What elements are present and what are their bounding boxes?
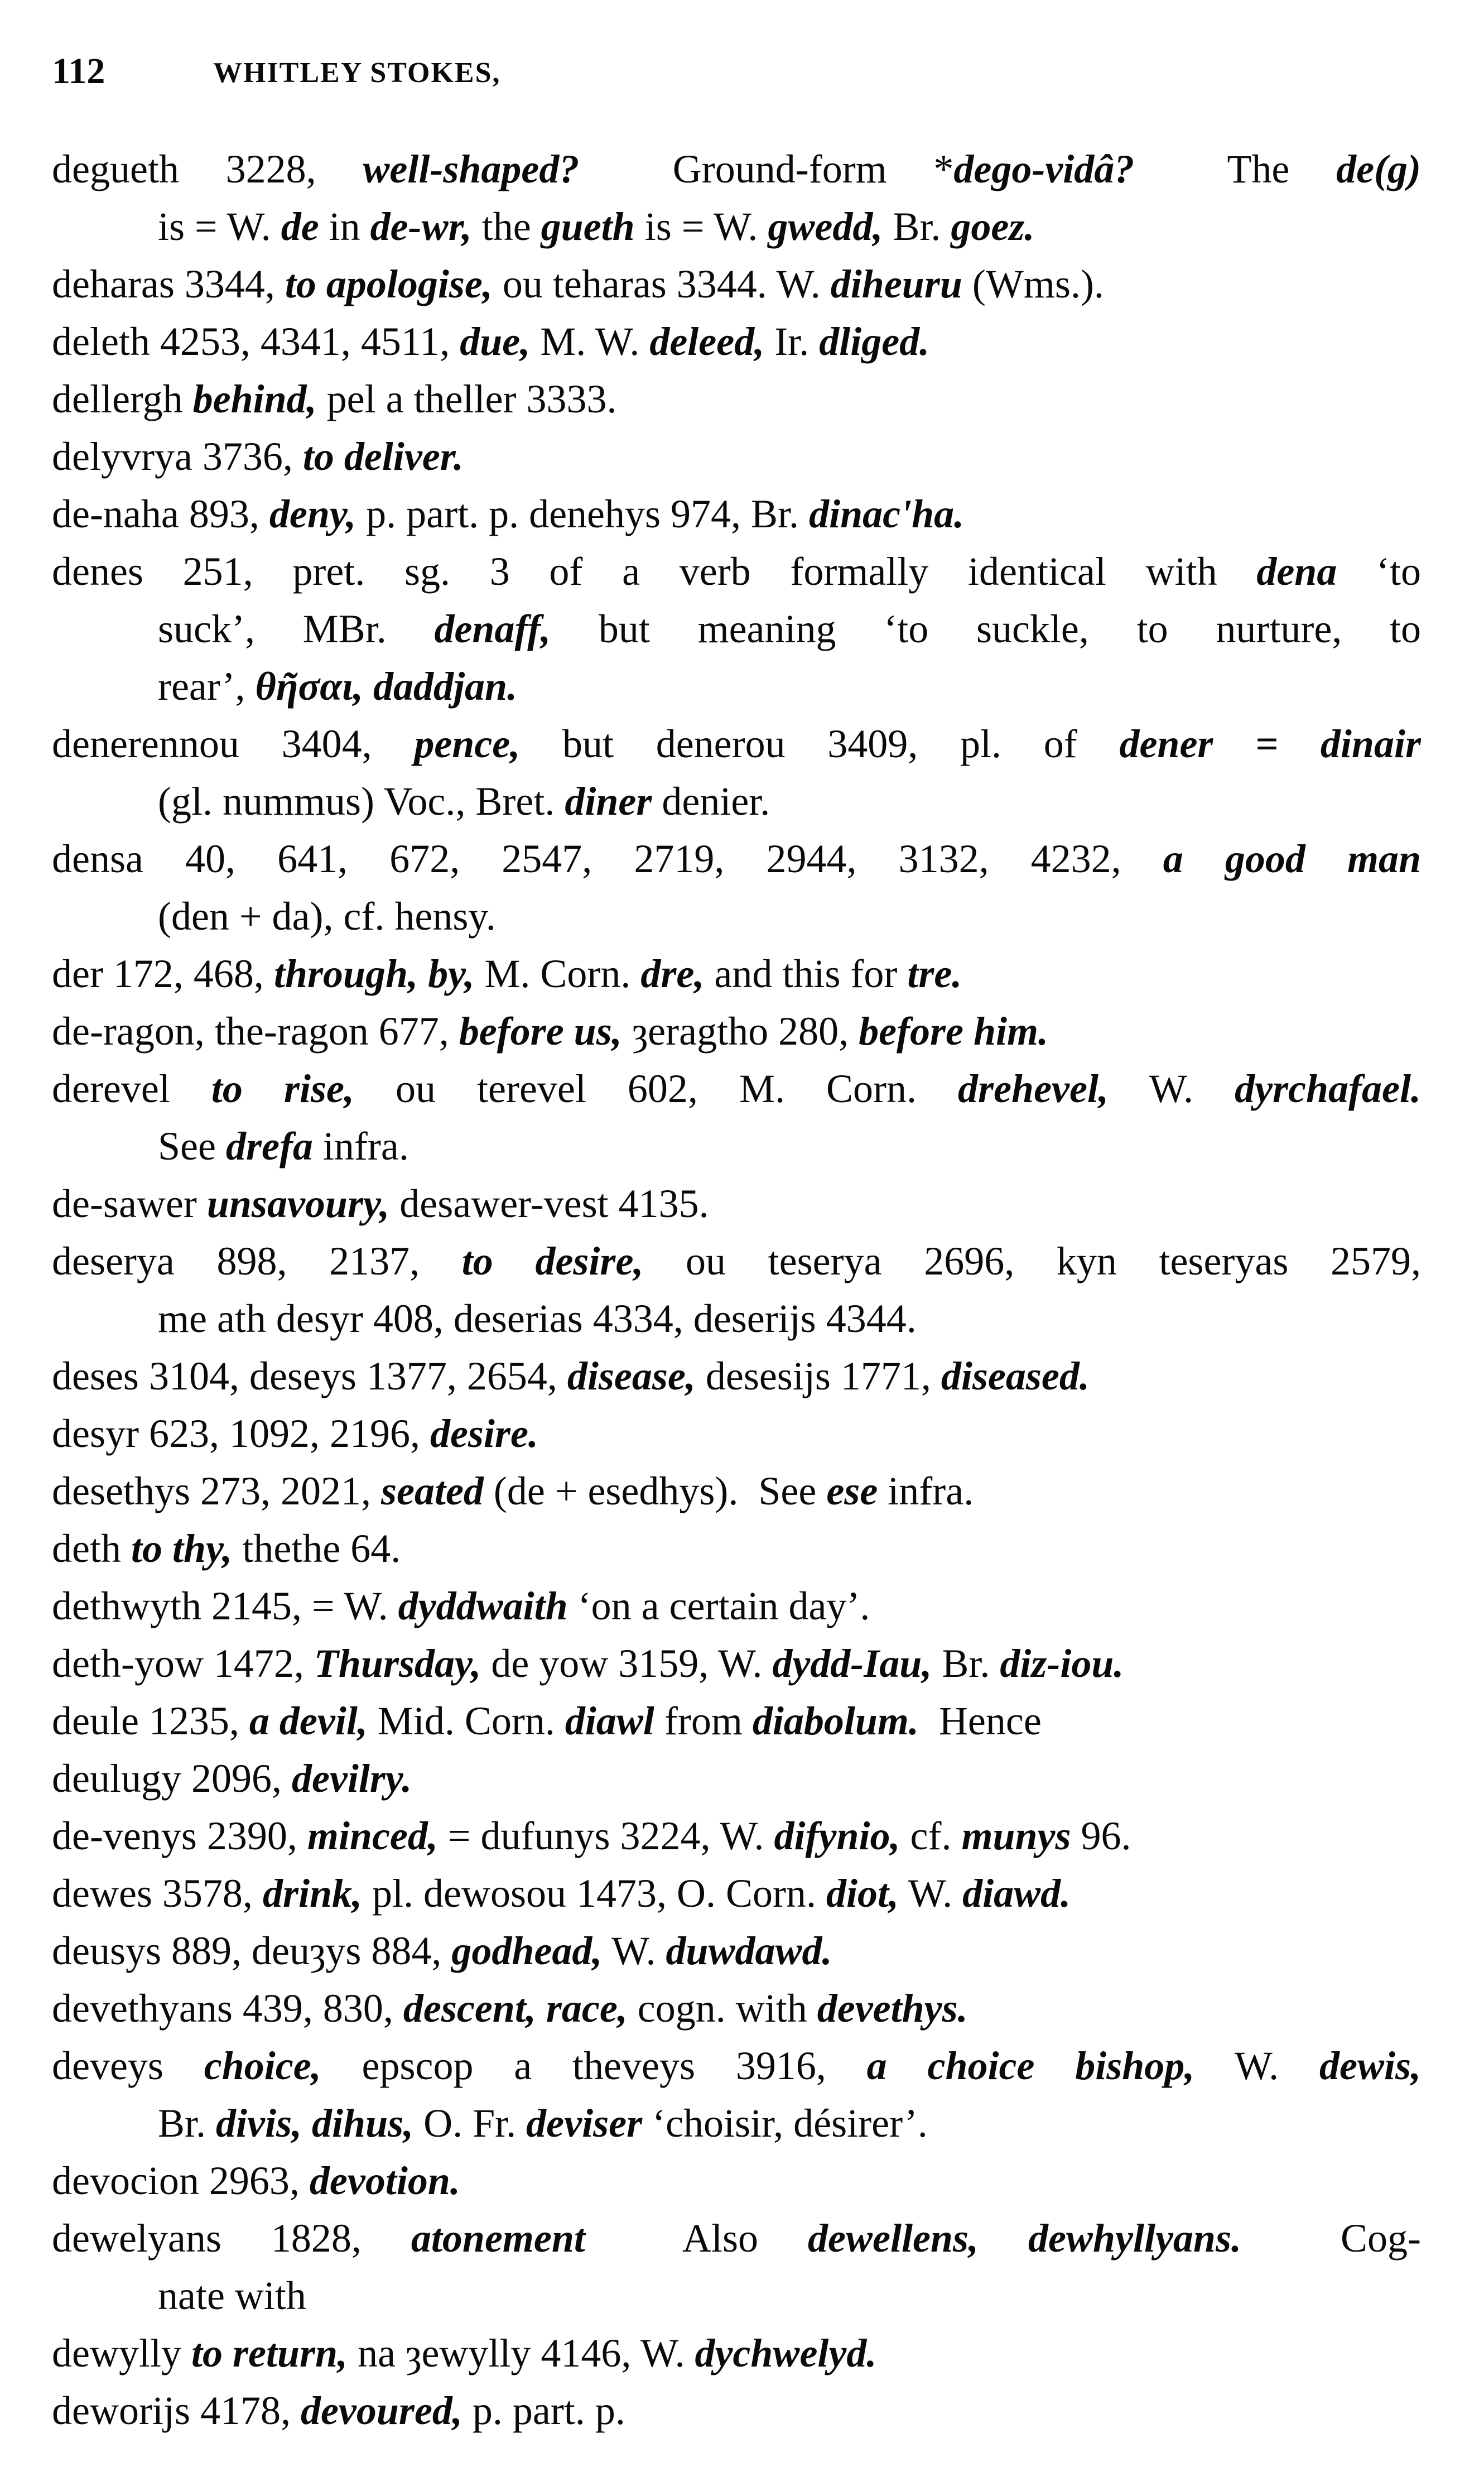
italic-gloss: desire.: [430, 1411, 538, 1456]
italic-gloss: a choice bishop,: [866, 2043, 1195, 2088]
glossary-entry: [52, 1807, 1421, 1865]
entry-text: deule 1235,: [52, 1699, 249, 1743]
italic-gloss: unsavoury,: [206, 1181, 390, 1226]
entry-text: Ir.: [764, 319, 820, 364]
entry-text: M. Corn.: [474, 951, 641, 996]
entry-text: deses 3104, deseys 1377, 2654,: [52, 1354, 567, 1398]
entry-line: [52, 1003, 1421, 1060]
entry-text: and this for: [704, 951, 908, 996]
entry-text: desyr 623, 1092, 2196,: [52, 1411, 430, 1456]
entry-text: infra.: [312, 1124, 409, 1168]
entry-text: deth-yow 1472,: [52, 1641, 314, 1686]
entry-text: deworijs 4178,: [52, 2388, 301, 2433]
entry-text: p. part. p.: [462, 2388, 625, 2433]
entry-text: (den + da), cf. hensy.: [158, 894, 496, 939]
glossary-entry: [52, 1865, 1421, 1922]
entry-line: [52, 1692, 1421, 1750]
entry-text: na ȝewylly 4146, W.: [348, 2331, 695, 2375]
entry-text: W.: [899, 1871, 963, 1916]
glossary-entry: [52, 1922, 1421, 1980]
italic-gloss: to apologise,: [285, 262, 493, 306]
running-title: WHITLEY STOKES,: [213, 57, 501, 89]
entry-text: is = W.: [634, 204, 768, 249]
entry-line: [52, 2210, 1421, 2267]
page-number: 112: [52, 51, 105, 92]
italic-gloss: dyddwaith: [398, 1584, 568, 1628]
entry-text: infra.: [878, 1469, 974, 1513]
italic-gloss: diot,: [826, 1871, 899, 1916]
entry-text: dewes 3578,: [52, 1871, 263, 1916]
entry-text: me ath desyr 408, deserias 4334, deserijs 4344.: [158, 1296, 917, 1341]
italic-gloss: dydd-Iau,: [772, 1641, 932, 1686]
glossary-entry: [52, 1578, 1421, 1635]
entry-text: dewylly: [52, 2331, 191, 2375]
entry-text: deserya 898, 2137,: [52, 1239, 462, 1283]
entry-line: [52, 888, 1421, 945]
italic-gloss: deny,: [269, 492, 356, 536]
entry-line: [52, 1233, 1421, 1290]
glossary-entry: [52, 256, 1421, 313]
entry-text: Br.: [883, 204, 951, 249]
entry-line: [52, 2152, 1421, 2210]
italic-gloss: denaff,: [434, 607, 551, 651]
entry-line: [52, 1175, 1421, 1233]
entry-line: [52, 1750, 1421, 1807]
italic-gloss: well-shaped?: [363, 147, 580, 191]
entry-line: [52, 1348, 1421, 1405]
entry-text: pel a theller 3333.: [316, 377, 617, 421]
entry-text: dewelyans 1828,: [52, 2216, 411, 2261]
italic-gloss: diz-iou.: [1000, 1641, 1124, 1686]
italic-gloss: Thursday,: [314, 1641, 481, 1686]
entry-line: [52, 658, 1421, 715]
entry-text: (de + esedhys). See: [483, 1469, 827, 1513]
entry-text: deleth 4253, 4341, 4511,: [52, 319, 460, 364]
italic-gloss: behind,: [192, 377, 317, 421]
entry-line: [52, 830, 1421, 888]
italic-gloss: to desire,: [461, 1239, 644, 1283]
entry-text: deusys 889, deuȝys 884,: [52, 1928, 452, 1973]
italic-gloss: goez.: [951, 204, 1035, 249]
glossary-entry: [52, 715, 1421, 830]
glossary-entry: [52, 2037, 1421, 2152]
italic-gloss: a devil,: [249, 1699, 368, 1743]
entry-line: [52, 256, 1421, 313]
italic-gloss: a good man: [1163, 836, 1421, 881]
entry-text: W.: [602, 1928, 666, 1973]
italic-gloss: before him.: [859, 1009, 1049, 1054]
entry-line: [52, 141, 1421, 198]
entry-text: denes 251, pret. sg. 3 of a verb formally identical with: [52, 549, 1257, 594]
entry-line: [52, 313, 1421, 371]
italic-gloss: de-wr,: [370, 204, 472, 249]
italic-gloss: dre,: [640, 951, 705, 996]
entry-line: [52, 371, 1421, 428]
italic-gloss: minced,: [307, 1814, 438, 1858]
entry-line: [52, 543, 1421, 600]
entry-line: [52, 1635, 1421, 1692]
entry-text: de-ragon, the-ragon 677,: [52, 1009, 459, 1054]
entry-line: [52, 1922, 1421, 1980]
entry-line: [52, 1118, 1421, 1175]
entry-text: dethwyth 2145, = W.: [52, 1584, 398, 1628]
glossary-entry: [52, 141, 1421, 256]
entry-text: ou terevel 602, M. Corn.: [354, 1066, 958, 1111]
entry-text: O. Fr.: [413, 2101, 527, 2146]
entry-text: the: [471, 204, 541, 249]
entry-line: [52, 773, 1421, 830]
glossary-entry: [52, 830, 1421, 945]
entry-line: [52, 2037, 1421, 2095]
glossary-entry: [52, 2325, 1421, 2382]
entry-text: (Wms.).: [962, 262, 1104, 306]
entry-text: deveys: [52, 2043, 204, 2088]
italic-gloss: dego-vidâ?: [953, 147, 1135, 191]
entry-text: (gl. nummus) Voc., Bret.: [158, 779, 565, 824]
italic-gloss: to thy,: [131, 1526, 233, 1571]
italic-gloss: atonement: [411, 2216, 585, 2261]
entry-line: [52, 1807, 1421, 1865]
entry-line: [52, 2267, 1421, 2325]
entry-line: [52, 1463, 1421, 1520]
italic-gloss: pence,: [414, 722, 521, 766]
entry-text: Br.: [158, 2101, 216, 2146]
italic-gloss: to deliver.: [302, 434, 464, 479]
entry-text: de yow 3159, W.: [481, 1641, 773, 1686]
entry-text: p. part. p. denehys 974, Br.: [356, 492, 810, 536]
italic-gloss: ese: [826, 1469, 878, 1513]
entry-text: ‘to: [1337, 549, 1421, 594]
entry-text: epscop a theveys 3916,: [321, 2043, 867, 2088]
italic-gloss: deviser: [526, 2101, 643, 2146]
italic-gloss: choice,: [204, 2043, 321, 2088]
glossary-entry: [52, 1635, 1421, 1692]
entry-text: from: [654, 1699, 753, 1743]
glossary-entry: [52, 2210, 1421, 2325]
entry-text: 96.: [1071, 1814, 1131, 1858]
entry-text: Br.: [932, 1641, 1000, 1686]
italic-gloss: dliged.: [819, 319, 930, 364]
entry-text: Cog-: [1241, 2216, 1421, 2261]
italic-gloss: dener = dinair: [1119, 722, 1421, 766]
italic-gloss: to rise,: [211, 1066, 354, 1111]
italic-gloss: divis, dihus,: [216, 2101, 414, 2146]
entry-line: [52, 485, 1421, 543]
entry-text: dellergh: [52, 377, 193, 421]
italic-gloss: devotion.: [309, 2158, 460, 2203]
entry-text: See: [158, 1124, 226, 1168]
entry-text: deulugy 2096,: [52, 1756, 292, 1801]
entry-text: der 172, 468,: [52, 951, 274, 996]
italic-gloss: dinac'ha.: [809, 492, 965, 536]
entry-line: [52, 1865, 1421, 1922]
italic-gloss: dychwelyd.: [695, 2331, 877, 2375]
entry-text: ȝeragtho 280,: [621, 1009, 859, 1054]
glossary-entry: [52, 428, 1421, 485]
italic-gloss: diseased.: [941, 1354, 1090, 1398]
entry-line: [52, 945, 1421, 1003]
italic-gloss: diner: [565, 779, 652, 824]
glossary-body: [52, 141, 1421, 2440]
entry-text: thethe 64.: [232, 1526, 401, 1571]
entry-text: cogn. with: [627, 1986, 817, 2031]
entry-text: but meaning ‘to suckle, to nurture, to: [551, 607, 1421, 651]
glossary-entry: [52, 1060, 1421, 1175]
glossary-entry: [52, 1692, 1421, 1750]
entry-line: [52, 2382, 1421, 2440]
entry-line: [52, 1520, 1421, 1578]
entry-line: [52, 2325, 1421, 2382]
italic-gloss: tre.: [907, 951, 962, 996]
italic-gloss: devoured,: [300, 2388, 462, 2433]
italic-gloss: devilry.: [291, 1756, 412, 1801]
entry-text: is = W.: [158, 204, 281, 249]
italic-gloss: difynio,: [774, 1814, 900, 1858]
entry-text: W.: [1194, 2043, 1319, 2088]
entry-text: Hence: [918, 1699, 1042, 1743]
entry-line: [52, 1405, 1421, 1463]
entry-text: deharas 3344,: [52, 262, 285, 306]
italic-gloss: descent, race,: [403, 1986, 628, 2031]
glossary-entry: [52, 1520, 1421, 1578]
entry-text: de-naha 893,: [52, 492, 269, 536]
entry-text: Mid. Corn.: [367, 1699, 565, 1743]
entry-text: de-sawer: [52, 1181, 207, 1226]
italic-gloss: through, by,: [273, 951, 475, 996]
entry-text: Ground-form *: [579, 147, 954, 191]
entry-line: [52, 2095, 1421, 2152]
entry-text: degueth 3228,: [52, 147, 363, 191]
italic-gloss: gueth: [541, 204, 635, 249]
italic-gloss: drink,: [262, 1871, 363, 1916]
entry-text: suck’, MBr.: [158, 607, 435, 651]
italic-gloss: disease,: [567, 1354, 696, 1398]
glossary-entry: [52, 1463, 1421, 1520]
italic-gloss: dyrchafael.: [1235, 1066, 1421, 1111]
italic-gloss: de(g): [1336, 147, 1421, 191]
entry-text: devethyans 439, 830,: [52, 1986, 403, 2031]
italic-gloss: diawl: [565, 1699, 654, 1743]
italic-gloss: gwedd,: [768, 204, 883, 249]
entry-text: delyvrya 3736,: [52, 434, 303, 479]
entry-text: denier.: [652, 779, 770, 824]
italic-gloss: dewellens, dewhyllyans.: [808, 2216, 1241, 2261]
italic-gloss: due,: [460, 319, 531, 364]
italic-gloss: drehevel,: [958, 1066, 1109, 1111]
glossary-entry: [52, 1003, 1421, 1060]
entry-text: W.: [1108, 1066, 1235, 1111]
entry-line: [52, 1980, 1421, 2037]
italic-gloss: seated: [380, 1469, 484, 1513]
glossary-entry: [52, 313, 1421, 371]
glossary-entry: [52, 543, 1421, 715]
entry-text: densa 40, 641, 672, 2547, 2719, 2944, 3132, 4232,: [52, 836, 1163, 881]
glossary-entry: [52, 1175, 1421, 1233]
entry-text: pl. dewosou 1473, O. Corn.: [362, 1871, 826, 1916]
glossary-entry: [52, 485, 1421, 543]
entry-text: desethys 273, 2021,: [52, 1469, 381, 1513]
entry-text: deth: [52, 1526, 131, 1571]
entry-line: [52, 198, 1421, 256]
entry-text: M. W.: [530, 319, 650, 364]
italic-gloss: diabolum.: [752, 1699, 919, 1743]
entry-text: de-venys 2390,: [52, 1814, 307, 1858]
entry-text: desesijs 1771,: [695, 1354, 941, 1398]
entry-line: [52, 1290, 1421, 1348]
glossary-entry: [52, 945, 1421, 1003]
italic-gloss: drefa: [225, 1124, 313, 1168]
glossary-entry: [52, 1980, 1421, 2037]
italic-gloss: diawd.: [962, 1871, 1071, 1916]
entry-text: derevel: [52, 1066, 211, 1111]
entry-text: desawer-vest 4135.: [389, 1181, 709, 1226]
entry-line: [52, 1060, 1421, 1118]
entry-text: devocion 2963,: [52, 2158, 310, 2203]
italic-gloss: before us,: [459, 1009, 622, 1054]
entry-text: ‘on a certain day’.: [567, 1584, 870, 1628]
entry-text: = dufunys 3224, W.: [437, 1814, 774, 1858]
italic-gloss: to return,: [191, 2331, 348, 2375]
italic-gloss: dena: [1256, 549, 1337, 594]
italic-gloss: godhead,: [451, 1928, 603, 1973]
glossary-entry: [52, 2152, 1421, 2210]
entry-line: [52, 428, 1421, 485]
entry-text: nate with: [158, 2273, 306, 2318]
italic-gloss: θῆσαι, daddjan.: [255, 664, 518, 709]
italic-gloss: de: [281, 204, 319, 249]
italic-gloss: munys: [961, 1814, 1071, 1858]
italic-gloss: deleed,: [649, 319, 765, 364]
entry-text: cf.: [900, 1814, 962, 1858]
glossary-entry: [52, 1348, 1421, 1405]
entry-text: rear’,: [158, 664, 256, 709]
italic-gloss: devethys.: [817, 1986, 968, 2031]
entry-text: but denerou 3409, pl. of: [520, 722, 1120, 766]
italic-gloss: duwdawd.: [666, 1928, 832, 1973]
entry-text: ou teharas 3344. W.: [492, 262, 831, 306]
glossary-entry: [52, 1750, 1421, 1807]
italic-gloss: diheuru: [830, 262, 962, 306]
entry-text: ou teserya 2696, kyn teseryas 2579,: [643, 1239, 1421, 1283]
glossary-entry: [52, 371, 1421, 428]
entry-line: [52, 715, 1421, 773]
entry-line: [52, 1578, 1421, 1635]
entry-text: in: [319, 204, 370, 249]
glossary-entry: [52, 1405, 1421, 1463]
italic-gloss: dewis,: [1319, 2043, 1421, 2088]
glossary-entry: [52, 1233, 1421, 1348]
entry-text: denerennou 3404,: [52, 722, 415, 766]
glossary-entry: [52, 2382, 1421, 2440]
entry-text: ‘choisir, désirer’.: [642, 2101, 928, 2146]
entry-text: The: [1134, 147, 1337, 191]
entry-text: Also: [585, 2216, 808, 2261]
entry-line: [52, 600, 1421, 658]
